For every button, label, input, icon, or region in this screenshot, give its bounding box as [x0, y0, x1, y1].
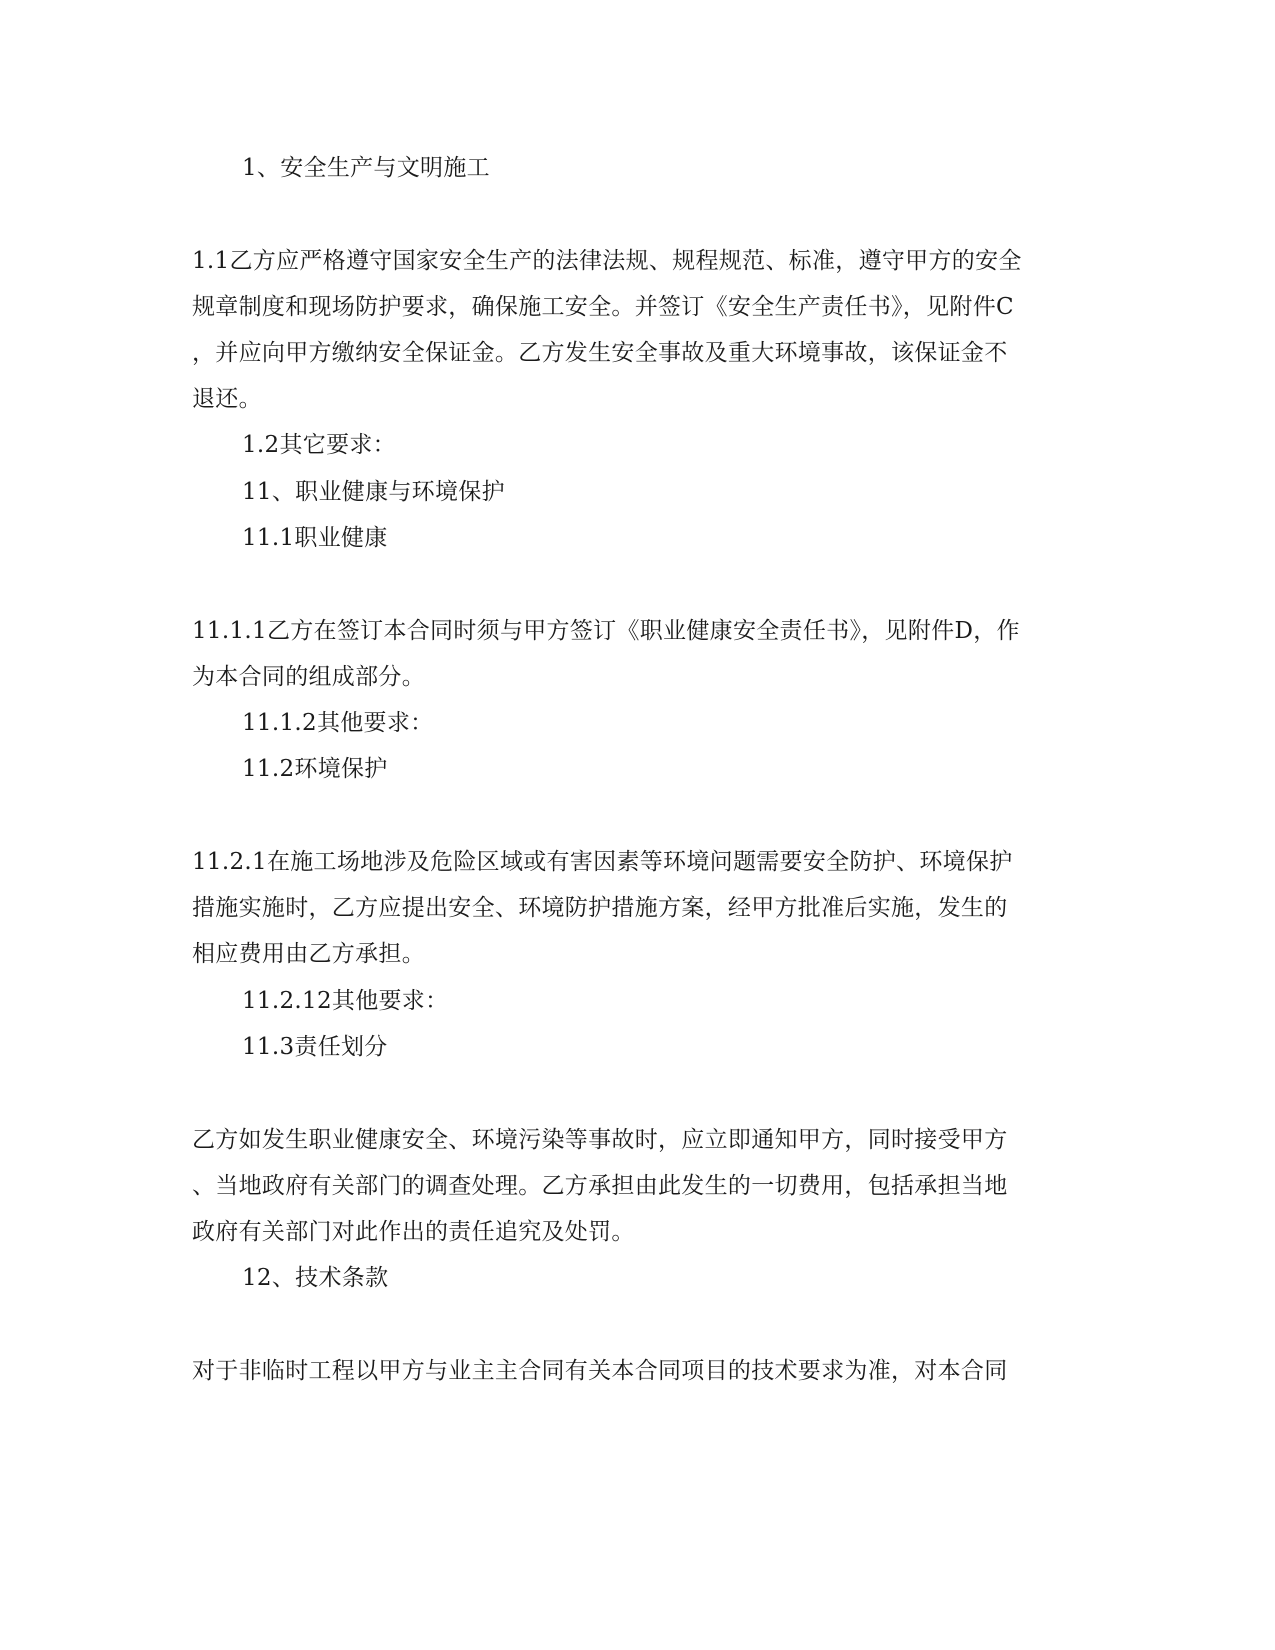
paragraph-1-1-line-1: 1.1乙方应严格遵守国家安全生产的法律法规、规程规范、标准，遵守甲方的安全: [192, 248, 1022, 274]
paragraph-12-line-1: 对于非临时工程以甲方与业主主合同有关本合同项目的技术要求为准，对本合同: [192, 1358, 1008, 1384]
paragraph-11-2-1-line-3: 相应费用由乙方承担。: [192, 941, 425, 967]
subheading-11-3: 11.3责任划分: [242, 1034, 388, 1060]
paragraph-11-3-line-2: 、当地政府有关部门的调查处理。乙方承担由此发生的一切费用，包括承担当地: [192, 1173, 1008, 1199]
paragraph-11-1-1-line-2: 为本合同的组成部分。: [192, 664, 425, 690]
paragraph-11-2-1-line-1: 11.2.1在施工场地涉及危险区域或有害因素等环境问题需要安全防护、环境保护: [192, 849, 1013, 875]
paragraph-1-1-line-4: 退还。: [192, 386, 262, 412]
section-heading-1: 1、安全生产与文明施工: [242, 155, 490, 181]
subheading-11-1: 11.1职业健康: [242, 525, 388, 551]
subheading-11-1-2: 11.1.2其他要求：: [242, 710, 434, 736]
subheading-11-2-12: 11.2.12其他要求：: [242, 988, 449, 1014]
section-heading-11: 11、职业健康与环境保护: [242, 479, 505, 505]
paragraph-1-1-line-2: 规章制度和现场防护要求，确保施工安全。并签订《安全生产责任书》，见附件C: [192, 294, 1014, 320]
section-heading-12: 12、技术条款: [242, 1265, 389, 1291]
subheading-1-2: 1.2其它要求：: [242, 432, 396, 458]
paragraph-1-1-line-3: ，并应向甲方缴纳安全保证金。乙方发生安全事故及重大环境事故，该保证金不: [192, 340, 1008, 366]
paragraph-11-3-line-3: 政府有关部门对此作出的责任追究及处罚。: [192, 1219, 635, 1245]
paragraph-11-3-line-1: 乙方如发生职业健康安全、环境污染等事故时，应立即通知甲方，同时接受甲方: [192, 1127, 1008, 1153]
subheading-11-2: 11.2环境保护: [242, 756, 388, 782]
paragraph-11-2-1-line-2: 措施实施时，乙方应提出安全、环境防护措施方案，经甲方批准后实施，发生的: [192, 895, 1008, 921]
paragraph-11-1-1-line-1: 11.1.1乙方在签订本合同时须与甲方签订《职业健康安全责任书》，见附件D，作: [192, 618, 1020, 644]
